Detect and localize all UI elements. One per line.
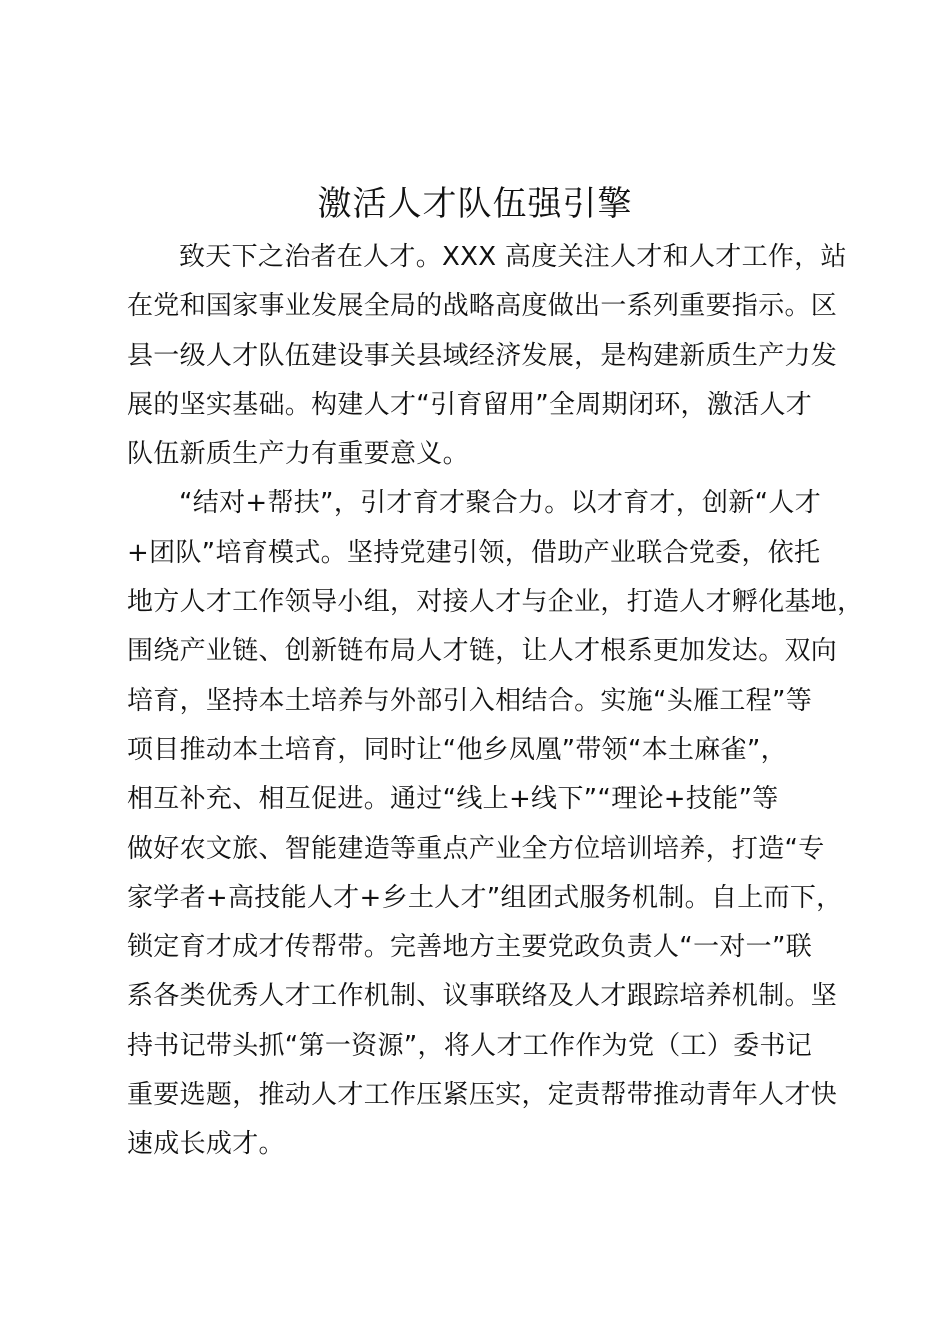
paragraph-line: 地方人才工作领导小组，对接人才与企业，打造人才孵化基地， <box>127 587 864 618</box>
paragraph-line: 锁定育才成才传帮带。完善地方主要党政负责人“一对一”联 <box>127 932 813 963</box>
paragraph-line: 县一级人才队伍建设事关县域经济发展，是构建新质生产力发 <box>127 340 838 371</box>
paragraph-2 <box>127 479 867 1169</box>
paragraph-line: 重要选题，推动人才工作压紧压实，定责帮带推动青年人才快 <box>127 1080 838 1111</box>
paragraph-line: 系各类优秀人才工作机制、议事联络及人才跟踪培养机制。坚 <box>127 981 838 1012</box>
paragraph-line: 做好农文旅、智能建造等重点产业全方位培训培养，打造“专 <box>127 833 825 864</box>
paragraph-line: “结对+帮扶”，引才育才聚合力。以才育才，创新“人才 <box>179 488 821 519</box>
paragraph-line: 速成长成才。 <box>127 1129 285 1160</box>
paragraph-line: 家学者+高技能人才+乡土人才”组团式服务机制。自上而下， <box>127 882 843 913</box>
paragraph-line: 项目推动本土培育，同时让“他乡凤凰”带领“本土麻雀”， <box>127 734 787 765</box>
paragraph-line: 队伍新质生产力有重要意义。 <box>127 439 469 470</box>
document-body <box>127 233 867 1170</box>
paragraph-line: 培育，坚持本土培养与外部引入相结合。实施“头雁工程”等 <box>127 685 813 716</box>
paragraph-line: 在党和国家事业发展全局的战略高度做出一系列重要指示。区 <box>127 291 838 322</box>
paragraph-line: 致天下之治者在人才。XXX 高度关注人才和人才工作，站 <box>179 242 847 272</box>
paragraph-line: 相互补充、相互促进。通过“线上+线下”“理论+技能”等 <box>127 784 779 815</box>
paragraph-line: 持书记带头抓“第一资源”，将人才工作作为党（工）委书记 <box>127 1030 813 1061</box>
paragraph-line: 展的坚实基础。构建人才“引育留用”全周期闭环，激活人才 <box>127 389 813 420</box>
paragraph-line: 围绕产业链、创新链布局人才链，让人才根系更加发达。双向 <box>127 636 838 667</box>
document-title: 激活人才队伍强引擎 <box>317 184 633 224</box>
paragraph-1 <box>127 233 867 479</box>
paragraph-line: +团队”培育模式。坚持党建引领，借助产业联合党委，依托 <box>127 537 821 568</box>
